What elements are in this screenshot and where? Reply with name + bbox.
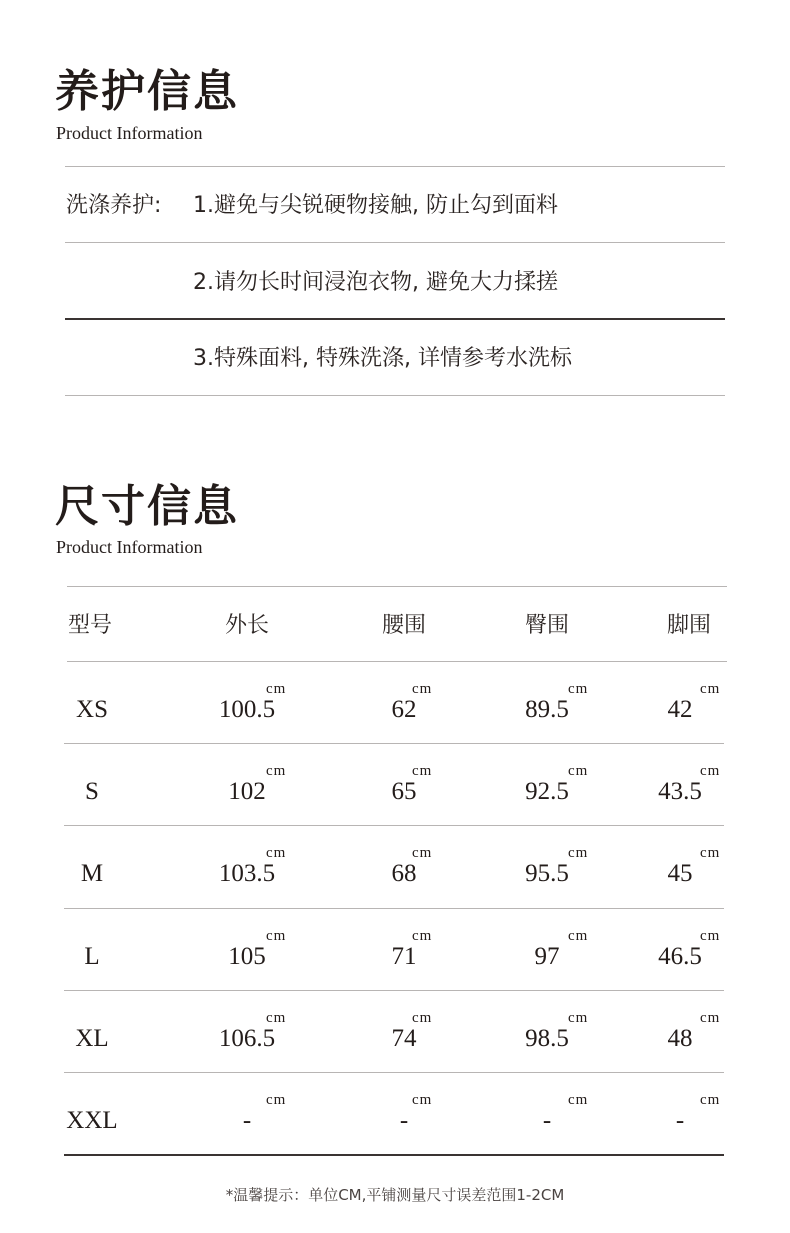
size-subtitle: Product Information — [56, 537, 203, 557]
size-label: XL — [75, 1024, 109, 1052]
footnote: *温馨提示：单位CM,平铺测量尺寸误差范围1-2CM — [225, 1186, 565, 1204]
unit-label: cm — [266, 845, 287, 862]
divider — [64, 990, 724, 991]
measurement-value: 71 — [391, 942, 417, 970]
measurement-value: 65 — [391, 778, 417, 806]
unit-label: cm — [266, 1092, 287, 1108]
unit-label: cm — [412, 1092, 433, 1108]
unit-label: cm — [568, 763, 589, 780]
measurement-value: 106.5 — [218, 1024, 276, 1052]
unit-label: cm — [700, 681, 721, 697]
measurement-value: 97 — [534, 942, 560, 970]
measurement-value: - — [675, 1107, 685, 1134]
unit-label: cm — [700, 927, 721, 944]
unit-label: cm — [266, 927, 287, 944]
size-label: L — [84, 942, 100, 970]
measurement-value: - — [242, 1107, 252, 1134]
measurement-value: 74 — [391, 1024, 417, 1052]
unit-label: cm — [700, 845, 721, 862]
divider — [64, 825, 724, 826]
measurement-value: 89.5 — [525, 696, 569, 723]
size-label: XS — [76, 696, 108, 723]
unit-label: cm — [412, 1009, 433, 1026]
measurement-value: 45 — [667, 860, 693, 888]
divider — [67, 586, 727, 587]
care-item-2: 2.请勿长时间浸泡衣物, 避免大力揉搓 — [193, 270, 558, 295]
unit-label: cm — [412, 681, 433, 697]
care-subtitle: Product Information — [56, 123, 203, 143]
header-hip: 臀围 — [524, 613, 570, 638]
divider — [65, 166, 725, 167]
care-label: 洗涤养护: — [66, 193, 162, 218]
header-length: 外长 — [224, 613, 270, 638]
header-waist: 腰围 — [381, 613, 427, 638]
unit-label: cm — [412, 845, 433, 862]
unit-label: cm — [266, 1009, 287, 1026]
divider — [64, 908, 724, 909]
size-label: M — [80, 860, 104, 888]
unit-label: cm — [700, 1092, 721, 1108]
size-label: XXL — [66, 1107, 118, 1134]
measurement-value: - — [542, 1107, 552, 1134]
measurement-value: 42 — [667, 696, 693, 723]
measurement-value: 103.5 — [218, 860, 276, 888]
header-model: 型号 — [68, 613, 113, 638]
unit-label: cm — [568, 1009, 589, 1026]
unit-label: cm — [568, 1092, 589, 1108]
divider — [64, 1072, 724, 1073]
unit-label: cm — [568, 681, 589, 697]
size-label: S — [85, 778, 99, 806]
measurement-value: 102 — [228, 778, 266, 806]
divider — [65, 318, 725, 320]
measurement-value: 48 — [667, 1024, 693, 1052]
measurement-value: 68 — [391, 860, 417, 888]
care-item-3: 3.特殊面料, 特殊洗涤, 详情参考水洗标 — [193, 346, 572, 371]
measurement-value: 92.5 — [525, 778, 569, 806]
divider — [64, 743, 724, 744]
unit-label: cm — [412, 927, 433, 944]
unit-label: cm — [700, 1009, 721, 1026]
measurement-value: - — [399, 1107, 409, 1134]
divider — [67, 661, 727, 662]
measurement-value: 46.5 — [658, 942, 702, 970]
measurement-value: 98.5 — [525, 1024, 569, 1052]
unit-label: cm — [568, 845, 589, 862]
measurement-value: 105 — [228, 942, 266, 970]
divider — [64, 1154, 724, 1156]
unit-label: cm — [568, 927, 589, 944]
measurement-value: 100.5 — [218, 696, 276, 723]
care-item-1: 1.避免与尖锐硬物接触, 防止勾到面料 — [193, 193, 558, 218]
unit-label: cm — [412, 763, 433, 780]
header-leg-opening: 脚围 — [666, 613, 712, 638]
unit-label: cm — [266, 681, 287, 697]
unit-label: cm — [700, 763, 721, 780]
size-title: 尺寸信息 — [55, 481, 239, 532]
measurement-value: 95.5 — [525, 860, 569, 888]
care-title: 养护信息 — [55, 66, 239, 117]
unit-label: cm — [266, 763, 287, 780]
divider — [65, 395, 725, 396]
measurement-value: 62 — [391, 696, 417, 723]
measurement-value: 43.5 — [658, 778, 702, 806]
divider — [65, 242, 725, 243]
